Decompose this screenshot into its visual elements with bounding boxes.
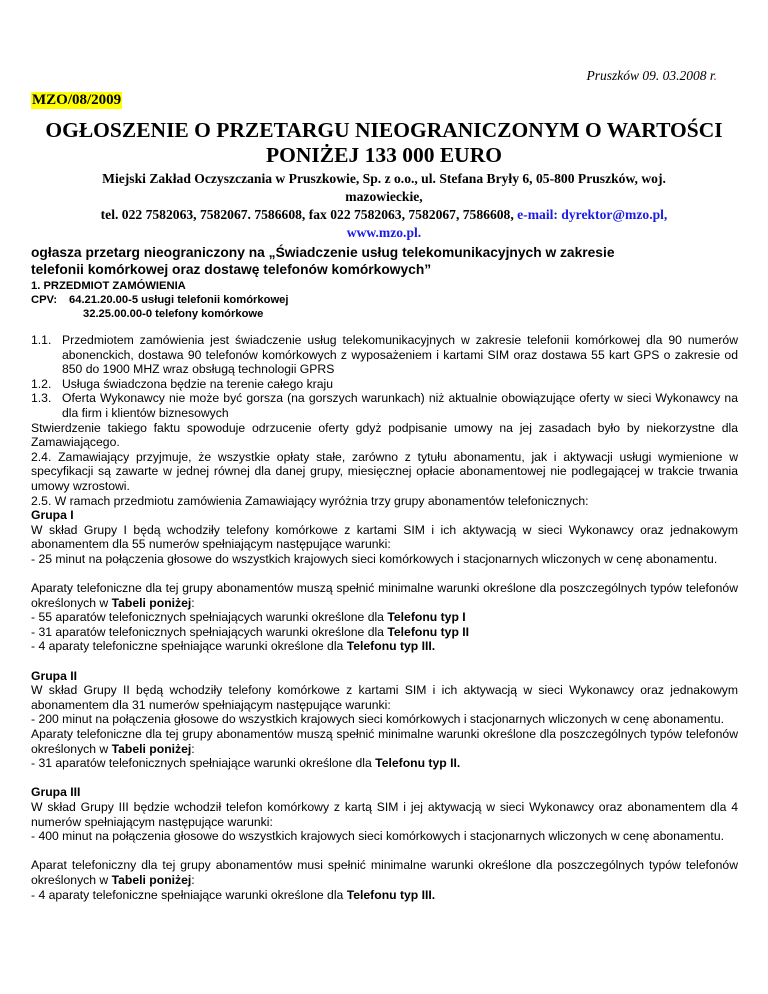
list-item: 1.1. Przedmiotem zamówienia jest świadczenie usług telekomunikacyjnych w zakresie telefonii komórkowej dla 90 numerów abonenckich, dostawa 90 telefonów komórkowych z wyposażeniem i kartami SIM oraz dostawa 55 kart GPS o zakresie od 850 do 1900 MHZ wraz obsługą technologii GPRS <box>31 333 738 377</box>
organizer-address: Miejski Zakład Oczyszczania w Pruszkowie, Sp. z o.o., ul. Stefana Bryły 6, 05-800 Pruszków, woj. <box>102 171 666 186</box>
list-item: - 31 aparatów telefonicznych spełniające warunki określone dla Telefonu typ II. <box>31 756 461 771</box>
section-heading: 1. PRZEDMIOT ZAMÓWIENIA <box>31 280 186 292</box>
paragraph: - 25 minut na połączenia głosowe do wszystkich krajowych sieci komórkowych i stacjonarnych wliczonych w cenę abonamentu. <box>31 551 718 566</box>
paragraph: Aparaty telefoniczne dla tej grupy abonamentów muszą spełnić minimalne warunki określone dla poszczególnych typów telefonów określonych w Tabeli poniżej: <box>31 727 738 756</box>
list-item: - 4 aparaty telefoniczne spełniające warunki określone dla Telefonu typ III. <box>31 639 436 654</box>
cpv-line-2: 32.25.00.00-0 telefony komórkowe <box>83 308 264 320</box>
paragraph: W skład Grupy I będą wchodziły telefony komórkowe z kartami SIM i ich aktywacją w sieci Wykonawcy oraz jednakowym abonamentem dla 55 numerów spełniającym następujące warunki: <box>31 522 738 552</box>
paragraph: 2.4. Zamawiający przyjmuje, że wszystkie opłaty stałe, zarówno z tytułu abonamentu, jak i aktywacji usługi wymienione w specyfikacji są zawarte w jednej równej dla danej grupy, miesięcznej opłacie abonamentowej nie podlegającej w trakcie trwania umowy wzrostowi. <box>31 449 738 493</box>
document-date: Pruszków 09. 03.2008 r. <box>586 68 717 83</box>
list-item: - 31 aparatów telefonicznych spełniających warunki określone dla Telefonu typ II <box>31 624 470 639</box>
organizer-email-link[interactable]: e-mail: dyrektor@mzo.pl, <box>517 207 668 222</box>
document-body <box>31 333 738 902</box>
paragraph: Aparaty telefoniczne dla tej grupy abonamentów muszą spełnić minimalne warunki określone dla poszczególnych typów telefonów określonych w Tabeli poniżej: <box>31 581 738 610</box>
reference-number: MZO/08/2009 <box>32 92 122 108</box>
paragraph: Aparat telefoniczny dla tej grupy abonamentów musi spełnić minimalne warunki określone dla poszczególnych typów telefonów określonych w Tabeli poniżej: <box>31 858 738 887</box>
organizer-contact <box>24 206 744 224</box>
title-line-1: OGŁOSZENIE O PRZETARGU NIEOGRANICZONYM O WARTOŚCI <box>45 118 723 142</box>
organizer-block <box>24 170 744 242</box>
paragraph: W skład Grupy III będzie wchodził telefon komórkowy z kartą SIM i jej aktywacją w sieci Wykonawcy oraz abonamentem dla 4 numerów spełniającym następujące warunki: <box>31 800 738 829</box>
cpv-line-1: CPV: 64.21.20.00-5 usługi telefonii komórkowej <box>31 294 289 306</box>
paragraph: Stwierdzenie takiego faktu spowoduje odrzucenie oferty gdyż podpisanie umowy na jej zasadach było by niekorzystne dla Zamawiającego. <box>31 420 738 450</box>
paragraph: 2.5. W ramach przedmiotu zamówienia Zamawiający wyróżnia trzy grupy abonamentów telefonicznych: <box>31 493 589 508</box>
document-title <box>24 118 744 168</box>
title-line-2: PONIŻEJ 133 000 EURO <box>266 143 502 167</box>
announcement-line-2: telefonii komórkowej oraz dostawę telefonów komórkowych” <box>31 262 432 277</box>
list-item: 1.2. Usługa świadczona będzie na terenie całego kraju <box>31 376 333 391</box>
organizer-phones: tel. 022 7582063, 7582067. 7586608, fax 022 7582063, 7582067, 7586608, <box>100 207 518 222</box>
announcement-line-1: ogłasza przetarg nieograniczony na „Świadczenie usług telekomunikacyjnych w zakresie <box>31 245 615 260</box>
list-item: - 4 aparaty telefoniczne spełniające warunki określone dla Telefonu typ III. <box>31 887 436 902</box>
list-item: - 55 aparatów telefonicznych spełniających warunki określone dla Telefonu typ I <box>31 610 466 625</box>
list-item: 1.3. Oferta Wykonawcy nie może być gorsza (na gorszych warunkach) niż aktualnie obowiązujące oferty w sieci Wykonawcy na dla firm i klientów biznesowych <box>31 391 738 420</box>
organizer-website-link[interactable]: www.mzo.pl. <box>346 225 422 240</box>
organizer-region: mazowieckie, <box>345 189 423 204</box>
announcement <box>31 244 743 278</box>
group-3-heading: Grupa III <box>31 785 81 800</box>
paragraph: W skład Grupy II będą wchodziły telefony komórkowe z kartami SIM i ich aktywacją w sieci Wykonawcy oraz jednakowym abonamentem dla 31 numerów spełniającym następujące warunki: <box>31 683 738 712</box>
paragraph: - 200 minut na połączenia głosowe do wszystkich krajowych sieci komórkowych i stacjonarnych wliczonych w cenę abonamentu. <box>31 712 724 727</box>
group-2-heading: Grupa II <box>31 668 78 683</box>
group-1-heading: Grupa I <box>31 508 74 523</box>
paragraph: - 400 minut na połączenia głosowe do wszystkich krajowych sieci komórkowych i stacjonarnych wliczonych w cenę abonamentu. <box>31 829 724 844</box>
